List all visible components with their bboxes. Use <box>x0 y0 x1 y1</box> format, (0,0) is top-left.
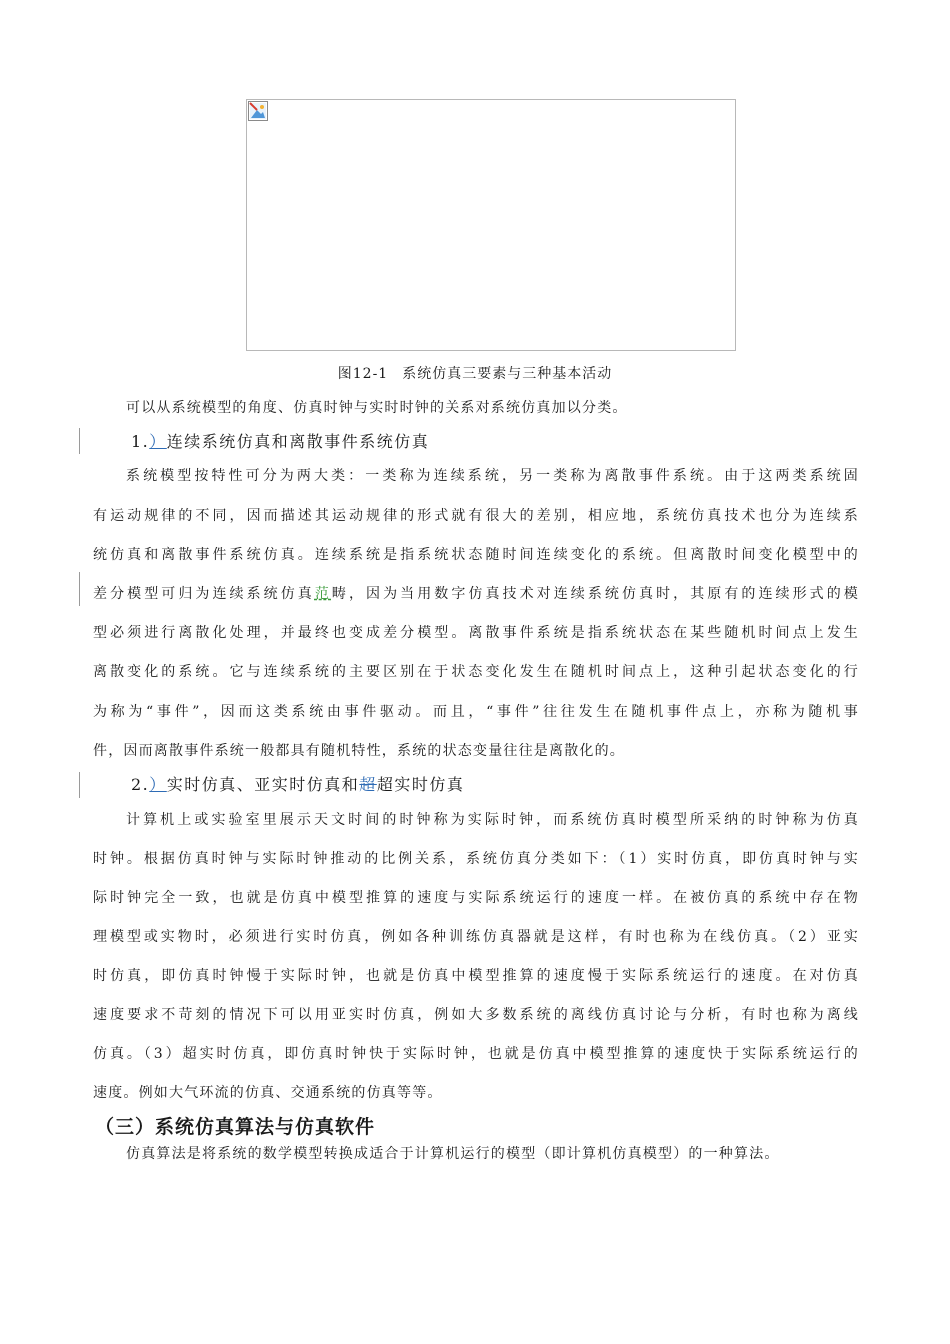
paragraph-2-line: 计算机上或实验室里展示天文时间的时钟称为实际时钟，而系统仿真时模型所采纳的时钟称为仿真 <box>126 812 859 828</box>
paragraph-2-line: 时钟。根据仿真时钟与实际时钟推动的比例关系，系统仿真分类如下：（1）实时仿真，即仿真时钟与实 <box>93 851 859 867</box>
tracked-insertion: ） <box>149 432 167 451</box>
change-bar <box>79 428 80 454</box>
paragraph-1-line: 型必须进行离散化处理，并最终也变成差分模型。离散事件系统是指系统状态在某些随机时间点上发生 <box>93 625 859 641</box>
paragraph-2-line: 时仿真，即仿真时钟慢于实际时钟，也就是仿真中模型推算的速度慢于实际系统运行的速度。在对仿真 <box>93 968 859 984</box>
paragraph-1-line: 统仿真和离散事件系统仿真。连续系统是指系统状态随时间连续变化的系统。但离散时间变化模型中的 <box>93 547 859 563</box>
subheading-1-number: 1. <box>131 432 150 451</box>
paragraph-2-line: 速度。例如大气环流的仿真、交通系统的仿真等等。 <box>93 1085 443 1101</box>
change-bar <box>79 572 80 606</box>
paragraph-2-line: 仿真。（3）超实时仿真，即仿真时钟快于实际时钟，也就是仿真中模型推算的速度快于实际系统运行的 <box>93 1046 859 1062</box>
paragraph-1-text: 差分模型可归为连续系统仿真 <box>93 586 315 602</box>
tracked-insertion: ） <box>149 775 167 794</box>
figure-caption-text: 系统仿真三要素与三种基本活动 <box>402 366 613 382</box>
broken-image-icon <box>248 101 268 121</box>
subheading-2-number: 2. <box>131 775 150 794</box>
paragraph-2-line: 速度要求不苛刻的情况下可以用亚实时仿真，例如大多数系统的离线仿真讨论与分析，有时也称为离线 <box>93 1007 859 1023</box>
change-bar <box>79 772 80 798</box>
paragraph-1-line: 有运动规律的不同，因而描述其运动规律的形式就有很大的差别，相应地，系统仿真技术也分为连续系 <box>93 508 859 524</box>
figure-caption <box>0 362 950 386</box>
subheading-2 <box>131 772 464 798</box>
paragraph-1-line: 为称为“事件”，因而这类系统由事件驱动。而且，“事件”往往发生在随机事件点上，亦称为随机事 <box>93 704 859 720</box>
tracked-insertion: 范 <box>314 586 332 602</box>
subheading-2-text: 实时仿真、亚实时仿真和 <box>166 775 360 794</box>
paragraph-1-line <box>93 582 859 606</box>
tracked-deletion: 超 <box>359 775 377 794</box>
intro-paragraph: 可以从系统模型的角度、仿真时钟与实时时钟的关系对系统仿真加以分类。 <box>126 400 628 416</box>
paragraph-1-line: 离散变化的系统。它与连续系统的主要区别在于状态变化发生在随机时间点上，这种引起状态变化的行 <box>93 664 859 680</box>
figure-caption-number: 图12-1 <box>337 366 389 382</box>
figure-image-placeholder <box>246 99 736 351</box>
section-heading: （三）系统仿真算法与仿真软件 <box>95 1116 376 1138</box>
subheading-2-text: 超实时仿真 <box>376 775 465 794</box>
paragraph-2-line: 理模型或实物时，必须进行实时仿真，例如各种训练仿真器就是这样，有时也称为在线仿真。（2）亚实 <box>93 929 859 945</box>
section-3-paragraph: 仿真算法是将系统的数学模型转换成适合于计算机运行的模型（即计算机仿真模型）的一种算法。 <box>126 1146 780 1162</box>
paragraph-1-text: 畴，因为当用数字仿真技术对连续系统仿真时，其原有的连续形式的模 <box>331 586 860 602</box>
paragraph-2-line: 际时钟完全一致，也就是仿真中模型推算的速度与实际系统运行的速度一样。在被仿真的系统中存在物 <box>93 890 859 906</box>
paragraph-1-line: 系统模型按特性可分为两大类：一类称为连续系统，另一类称为离散事件系统。由于这两类系统固 <box>126 468 859 484</box>
subheading-1-text: 连续系统仿真和离散事件系统仿真 <box>166 432 430 451</box>
paragraph-1-line: 件，因而离散事件系统一般都具有随机特性，系统的状态变量往往是离散化的。 <box>93 743 625 759</box>
subheading-1 <box>131 429 429 455</box>
